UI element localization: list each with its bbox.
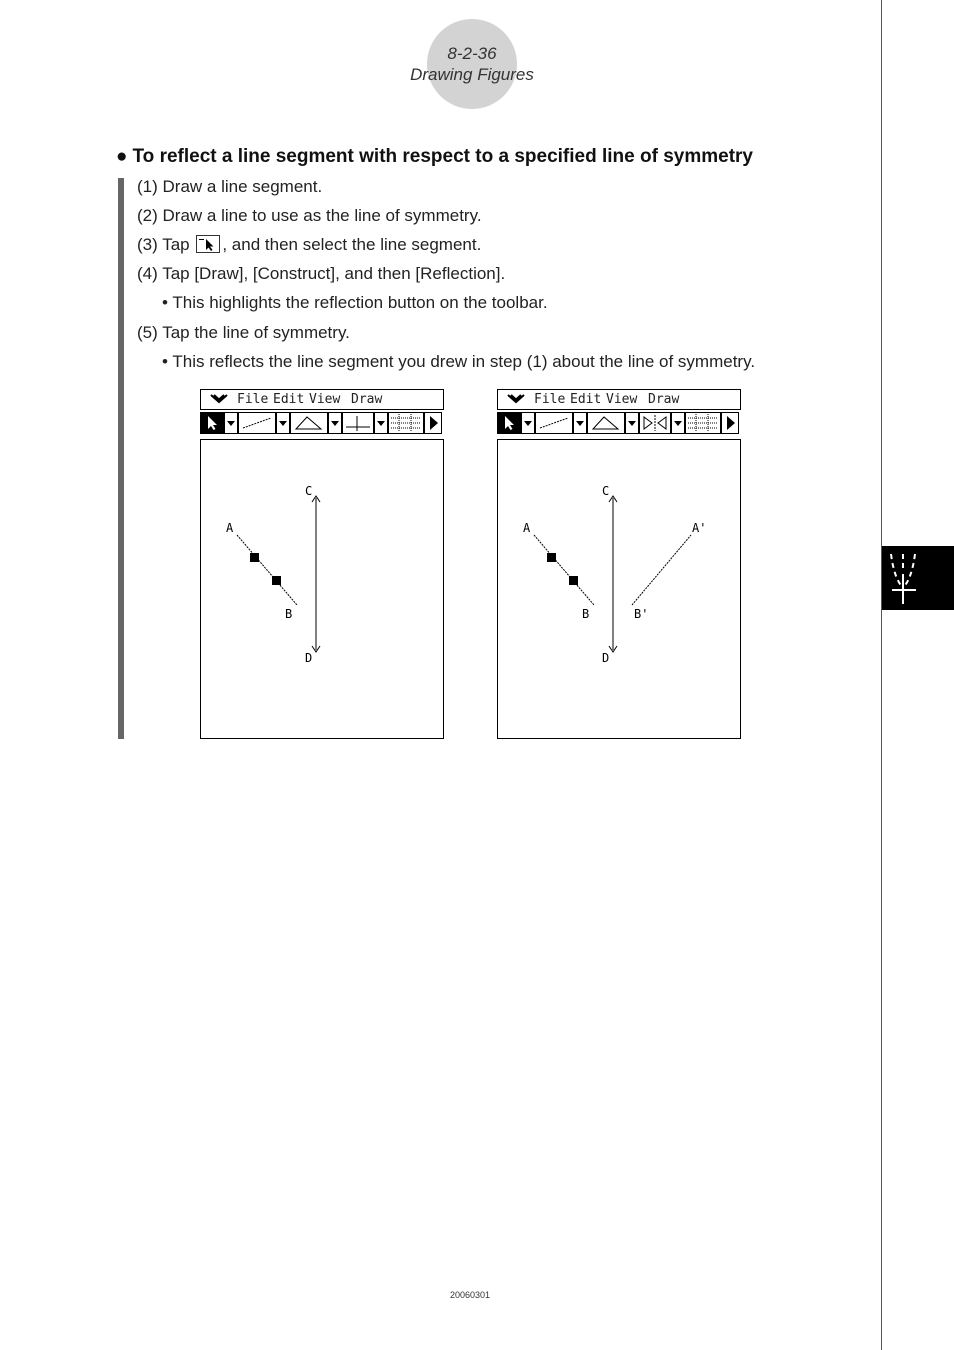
grid-icon[interactable]: [685, 412, 721, 434]
point-label-b: B: [285, 607, 293, 621]
triangle-icon[interactable]: [290, 412, 328, 434]
dropdown-icon[interactable]: [521, 412, 535, 434]
step-4: (4) Tap [Draw], [Construct], and then [Reflection].: [137, 264, 506, 283]
toolbar: [497, 412, 741, 434]
menu-draw[interactable]: Draw: [648, 392, 680, 407]
point-label-a-prime: A': [692, 521, 707, 535]
point-label-d: D: [602, 651, 610, 665]
menu-bar: [200, 389, 444, 410]
section-side-bar: [118, 178, 124, 739]
title-text: To reflect a line segment with respect to a specified line of symmetry: [132, 146, 753, 167]
next-arrow-icon[interactable]: [721, 412, 739, 434]
dropdown-icon[interactable]: [573, 412, 587, 434]
point-label-d: D: [305, 651, 313, 665]
footer-code: 20060301: [449, 1290, 491, 1300]
step-3: (3) Tap , and then select the line segment.: [137, 235, 482, 254]
step-4-note: • This highlights the reflection button on the toolbar.: [162, 293, 548, 312]
grid-icon[interactable]: [388, 412, 424, 434]
next-arrow-icon[interactable]: [424, 412, 442, 434]
point-label-b-prime: B': [634, 607, 649, 621]
toolbar: [200, 412, 444, 434]
drawing-canvas[interactable]: [497, 439, 741, 739]
title-bullet: ●: [116, 146, 128, 167]
step-5: (5) Tap the line of symmetry.: [137, 323, 350, 342]
segment-icon[interactable]: [238, 412, 276, 434]
menu-bar: [497, 389, 741, 410]
dropdown-icon[interactable]: [276, 412, 290, 434]
menu-view[interactable]: View: [309, 392, 341, 407]
point-label-a: A: [523, 521, 531, 535]
menu-file[interactable]: File: [237, 392, 269, 407]
point-label-c: C: [602, 484, 610, 498]
step-2: (2) Draw a line to use as the line of symmetry.: [137, 206, 482, 225]
menu-edit[interactable]: Edit: [570, 392, 602, 407]
dropdown-icon[interactable]: [671, 412, 685, 434]
screenshot-after: [497, 389, 741, 739]
drawing-canvas[interactable]: [200, 439, 444, 739]
menu-draw[interactable]: Draw: [351, 392, 383, 407]
step-5-note: • This reflects the line segment you drew in step (1) about the line of symmetry.: [162, 352, 756, 371]
chapter-side-tab: [882, 546, 954, 610]
geometry-chapter-icon: [882, 546, 954, 610]
section-number: 8-2-36: [447, 44, 497, 63]
dropdown-icon[interactable]: [328, 412, 342, 434]
chevron-menu-icon[interactable]: [209, 390, 229, 414]
select-arrow-icon[interactable]: [497, 412, 521, 434]
dropdown-icon[interactable]: [224, 412, 238, 434]
perpendicular-icon[interactable]: [342, 412, 374, 434]
menu-view[interactable]: View: [606, 392, 638, 407]
point-label-c: C: [305, 484, 313, 498]
section-title: [116, 146, 753, 168]
triangle-icon[interactable]: [587, 412, 625, 434]
header-circle: [427, 19, 517, 109]
point-label-b: B: [582, 607, 590, 621]
dropdown-icon[interactable]: [374, 412, 388, 434]
step-1: (1) Draw a line segment.: [137, 177, 323, 196]
menu-file[interactable]: File: [534, 392, 566, 407]
select-arrow-icon: [196, 235, 220, 253]
right-margin-rule: [881, 0, 882, 1350]
dropdown-icon[interactable]: [625, 412, 639, 434]
segment-icon[interactable]: [535, 412, 573, 434]
screenshot-before: [200, 389, 444, 739]
reflection-icon[interactable]: [639, 412, 671, 434]
select-arrow-icon[interactable]: [200, 412, 224, 434]
chapter-title: Drawing Figures: [410, 65, 534, 84]
chevron-menu-icon[interactable]: [506, 390, 526, 414]
point-label-a: A: [226, 521, 234, 535]
menu-edit[interactable]: Edit: [273, 392, 305, 407]
